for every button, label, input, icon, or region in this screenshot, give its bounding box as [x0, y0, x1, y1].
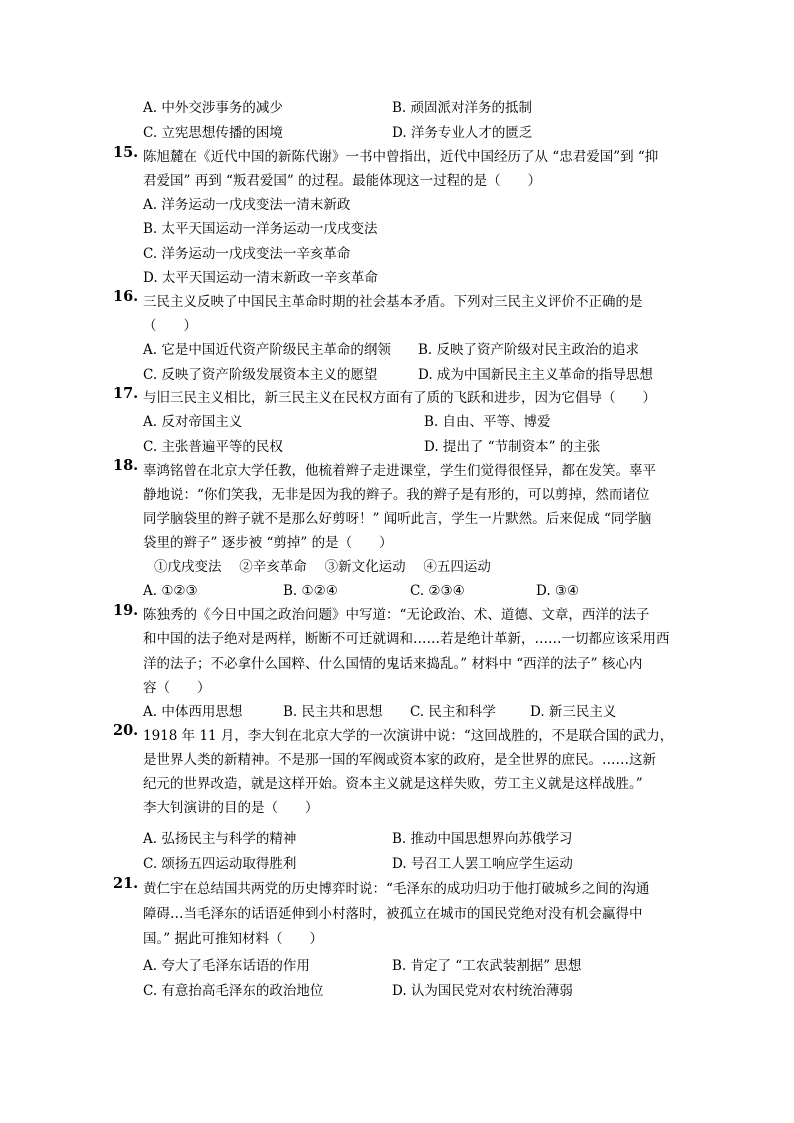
- question-number: 19.: [113, 602, 139, 619]
- question-text: 和中国的法子绝对是两样，断断不可迁就调和……若是绝计革新，……一切都应该采用西: [143, 631, 670, 647]
- option-b: B. 自由、平等、博爱: [424, 414, 551, 430]
- option-b: B. 太平天国运动一洋务运动一戊戌变法: [143, 221, 378, 237]
- question-text: 与旧三民主义相比，新三民主义在民权方面有了质的飞跃和进步，因为它倡导（ ）: [143, 390, 656, 406]
- option-a: A. 夸大了毛泽东话语的作用: [143, 958, 310, 974]
- option-c: C. 民主和科学: [410, 704, 496, 720]
- option-d: D. 太平天国运动一清末新政一辛亥革命: [143, 270, 378, 286]
- option-a: A. 洋务运动一戊戌变法一清末新政: [143, 197, 351, 213]
- question-number: 17.: [113, 385, 139, 402]
- option-a: A. 它是中国近代资产阶级民主革命的纲领: [143, 342, 391, 358]
- option-c: C. 立宪思想传播的困境: [143, 125, 283, 141]
- option-b: B. 民主共和思想: [283, 704, 383, 720]
- option-b: B. 反映了资产阶级对民主政治的追求: [418, 342, 640, 358]
- option-d: D. ③④: [536, 583, 580, 599]
- option-d: D. 提出了 “节制资本” 的主张: [424, 439, 601, 455]
- option-a: A. 反对帝国主义: [143, 414, 243, 430]
- question-text: 1918 年 11 月，李大钊在北京大学的一次演讲中说：“这回战胜的，不是联合国的武力，: [143, 728, 674, 744]
- question-text: 李大钊演讲的目的是（ ）: [143, 800, 319, 816]
- option-c: C. 主张普遍平等的民权: [143, 439, 283, 455]
- option-c: C. ②③④: [410, 583, 465, 599]
- option-b: B. 肯定了 “工农武装割据” 思想: [392, 958, 582, 974]
- question-text: 君爱国” 再到 “叛君爱国” 的过程。最能体现这一过程的是（ ）: [143, 173, 542, 189]
- option-d: D. 新三民主义: [530, 704, 617, 720]
- option-b: B. ①②④: [283, 583, 338, 599]
- option-a: A. 中外交涉事务的减少: [143, 100, 283, 116]
- question-text: 黄仁宇在总结国共两党的历史博弈时说：“毛泽东的成功归功于他打破城乡之间的沟通: [143, 881, 650, 897]
- option-c: C. 洋务运动一戊戌变法一辛亥革命: [143, 246, 351, 262]
- statement-items: ①戊戌变法 ②辛亥革命 ③新文化运动 ④五四运动: [154, 559, 491, 575]
- question-text: 陈旭麓在《近代中国的新陈代谢》一书中曾指出，近代中国经历了从 “忠君爱国”到 “抑: [143, 149, 659, 165]
- question-text: 纪元的世界改造，就是这样开始。资本主义就是这样失败，劳工主义就是这样战胜。”: [143, 776, 643, 792]
- question-text: 同学脑袋里的辫子就不是那么好剪呀！” 闻听此言，学生一片默然。后来促成 “同学脑: [143, 511, 652, 527]
- question-number: 21.: [113, 875, 139, 892]
- question-text: 三民主义反映了中国民主革命时期的社会基本矛盾。下列对三民主义评价不正确的是: [143, 294, 643, 310]
- question-text: 陈独秀的《今日中国之政治问题》中写道：“无论政治、术、道德、文章，西洋的法子: [143, 607, 650, 623]
- option-d: D. 认为国民党对农村统治薄弱: [392, 983, 573, 999]
- question-number: 16.: [113, 288, 139, 305]
- question-text: 静地说：“你们笑我，无非是因为我的辫子。我的辫子是有形的，可以剪掉，然而诸位: [143, 487, 650, 503]
- option-d: D. 成为中国新民主主义革命的指导思想: [418, 367, 653, 383]
- question-text: 是世界人类的新精神。不是那一国的军阀或资本家的政府，是全世界的庶民。……这新: [143, 752, 656, 768]
- question-text: 容（ ）: [143, 680, 211, 696]
- option-b: B. 顽固派对洋务的抵制: [392, 100, 533, 116]
- option-a: A. 弘扬民主与科学的精神: [143, 831, 297, 847]
- option-a: A. 中体西用思想: [143, 704, 243, 720]
- question-text: 袋里的辫子” 逐步被 “剪掉” 的是（ ）: [143, 535, 393, 551]
- option-d: D. 号召工人罢工响应学生运动: [392, 856, 573, 872]
- option-c: C. 反映了资产阶级发展资本主义的愿望: [143, 367, 378, 383]
- question-number: 18.: [113, 457, 139, 474]
- option-c: C. 有意抬高毛泽东的政治地位: [143, 983, 324, 999]
- question-text: 国。” 据此可推知材料（ ）: [143, 931, 323, 947]
- question-number: 20.: [113, 722, 139, 739]
- option-b: B. 推动中国思想界向苏俄学习: [392, 831, 573, 847]
- option-c: C. 颂扬五四运动取得胜利: [143, 856, 297, 872]
- option-d: D. 洋务专业人才的匮乏: [392, 125, 533, 141]
- question-number: 15.: [113, 144, 139, 161]
- question-text: 辜鸿铭曾在北京大学任教，他梳着辫子走进课堂，学生们觉得很怪异，都在发笑。辜平: [143, 463, 656, 479]
- question-text: 障碍…当毛泽东的话语延伸到小村落时，被孤立在城市的国民党绝对没有机会赢得中: [143, 906, 643, 922]
- question-text: （ ）: [143, 318, 197, 334]
- option-a: A. ①②③: [143, 583, 198, 599]
- question-text: 洋的法子；不必拿什么国粹、什么国情的鬼话来捣乱。” 材料中 “西洋的法子” 核心内: [143, 656, 643, 672]
